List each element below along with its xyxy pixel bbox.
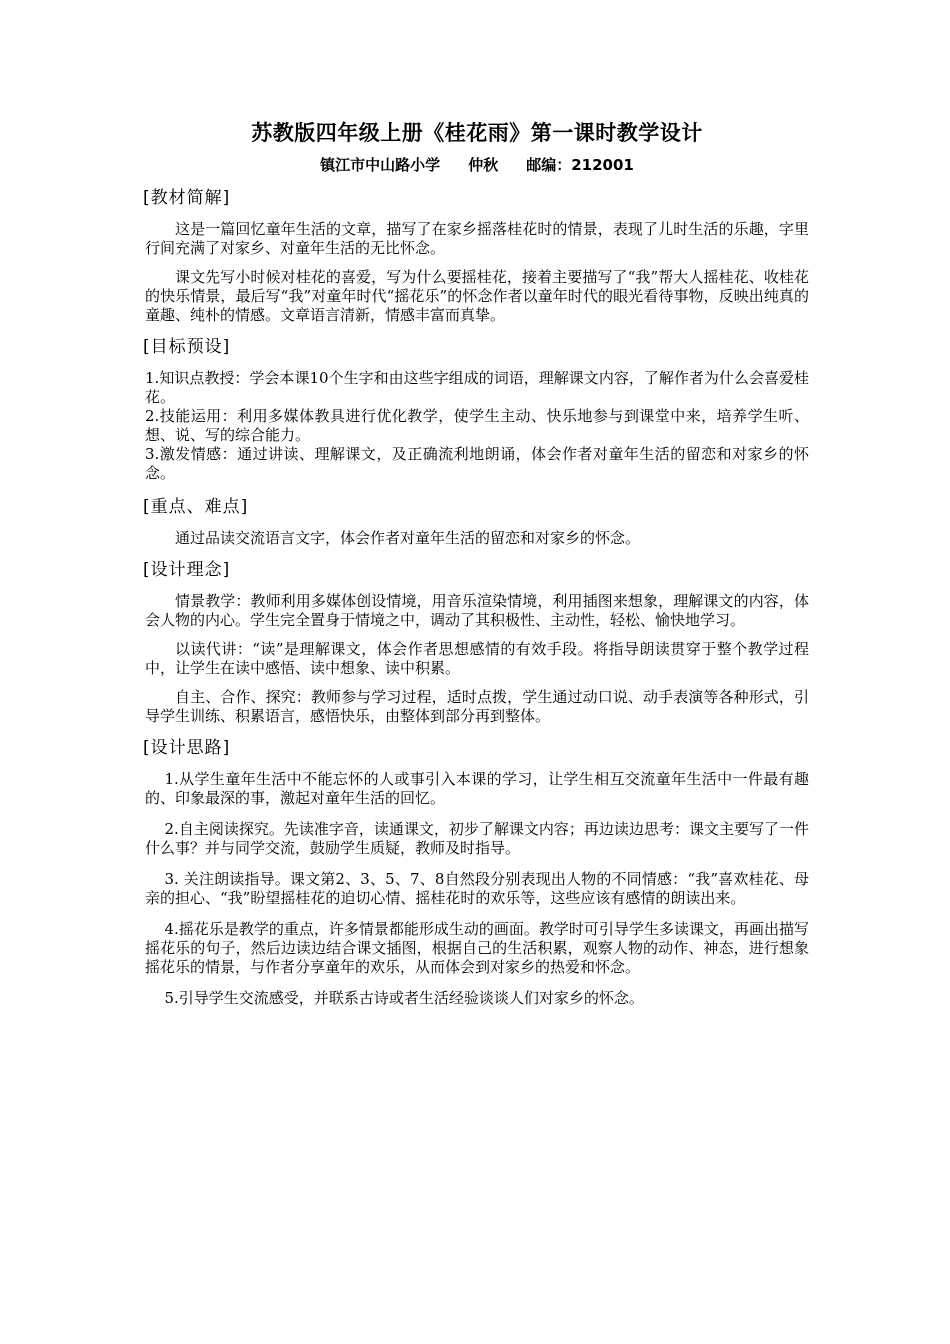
section-material bbox=[145, 186, 809, 325]
section-heading: [重点、难点] bbox=[143, 497, 249, 517]
byline-postcode: 邮编：212001 bbox=[526, 156, 634, 174]
paragraph: 课文先写小时候对桂花的喜爱，写为什么要摇桂花，接着主要描写了“我”帮大人摇桂花、收桂花的快乐情景，最后写“我”对童年时代“摇花乐”的怀念作者以童年时代的眼光看待事物，反映出纯真的童趣、纯朴的情感。文章语言清新，情感丰富而真挚。 bbox=[145, 268, 809, 324]
byline-author: 仲秋 bbox=[468, 156, 499, 174]
byline-school: 镇江市中山路小学 bbox=[320, 156, 441, 174]
section-heading: [设计思路] bbox=[143, 738, 231, 758]
paragraph: 情景教学：教师利用多媒体创设情境，用音乐渲染情境，利用插图来想象，理解课文的内容，体会人物的内心。学生完全置身于情境之中，调动了其积极性、主动性，轻松、愉快地学习。 bbox=[145, 592, 809, 629]
paragraph: 4.摇花乐是教学的重点，许多情景都能形成生动的画面。教学时可引导学生多读课文，再画出描写摇花乐的句子，然后边读边结合课文插图，根据自己的生活积累，观察人物的动作、神态，进行想象摇花乐的情景，与作者分享童年的欢乐，从而体会到对家乡的热爱和怀念。 bbox=[145, 920, 809, 976]
byline bbox=[145, 154, 809, 176]
paragraph: 以读代讲：“读”是理解课文，体会作者思想感情的有效手段。将指导朗读贯穿于整个教学过程中，让学生在读中感悟、读中想象、读中积累。 bbox=[145, 640, 809, 677]
goal-item: 2.技能运用：利用多媒体教具进行优化教学，使学生主动、快乐地参与到课堂中来，培养学生听、想、说、写的综合能力。 bbox=[145, 407, 809, 444]
paragraph: 5.引导学生交流感受，并联系古诗或者生活经验谈谈人们对家乡的怀念。 bbox=[164, 989, 644, 1007]
paragraph: 2.自主阅读探究。先读准字音，读通课文，初步了解课文内容；再边读边思考：课文主要写了一件什么事？并与同学交流，鼓励学生质疑，教师及时指导。 bbox=[145, 820, 809, 857]
goal-item: 3.激发情感：通过讲读、理解课文，及正确流利地朗诵，体会作者对童年生活的留恋和对家乡的怀念。 bbox=[145, 445, 809, 482]
section-heading: [目标预设] bbox=[143, 337, 231, 357]
section-goals bbox=[145, 335, 809, 483]
goal-list bbox=[145, 369, 809, 483]
paragraph: 这是一篇回忆童年生活的文章，描写了在家乡摇落桂花时的情景，表现了儿时生活的乐趣，字里行间充满了对家乡、对童年生活的无比怀念。 bbox=[145, 220, 809, 257]
section-heading: [设计理念] bbox=[143, 560, 231, 580]
section-heading: [教材简解] bbox=[143, 188, 231, 208]
paragraph: 自主、合作、探究：教师参与学习过程，适时点拨，学生通过动口说、动手表演等各种形式，引导学生训练、积累语言，感悟快乐，由整体到部分再到整体。 bbox=[145, 688, 809, 725]
paragraph: 1.从学生童年生活中不能忘怀的人或事引入本课的学习，让学生相互交流童年生活中一件最有趣的、印象最深的事，激起对童年生活的回忆。 bbox=[145, 770, 809, 807]
paragraph: 3. 关注朗读指导。课文第2、3、5、7、8自然段分别表现出人物的不同情感：“我”喜欢桂花、母亲的担心、“我”盼望摇桂花的迫切心情、摇桂花时的欢乐等，这些应该有感情的朗读出来。 bbox=[145, 870, 809, 907]
section-keypoints bbox=[145, 495, 809, 548]
paragraph: 通过品读交流语言文字，体会作者对童年生活的留恋和对家乡的怀念。 bbox=[175, 529, 641, 547]
goal-item: 1.知识点教授：学会本课10个生字和由这些字组成的词语，理解课文内容，了解作者为什么会喜爱桂花。 bbox=[145, 369, 809, 406]
document-page bbox=[145, 118, 809, 1020]
section-ideas bbox=[145, 736, 809, 1008]
document-title: 苏教版四年级上册《桂花雨》第一课时教学设计 bbox=[251, 121, 703, 145]
section-concept bbox=[145, 558, 809, 726]
